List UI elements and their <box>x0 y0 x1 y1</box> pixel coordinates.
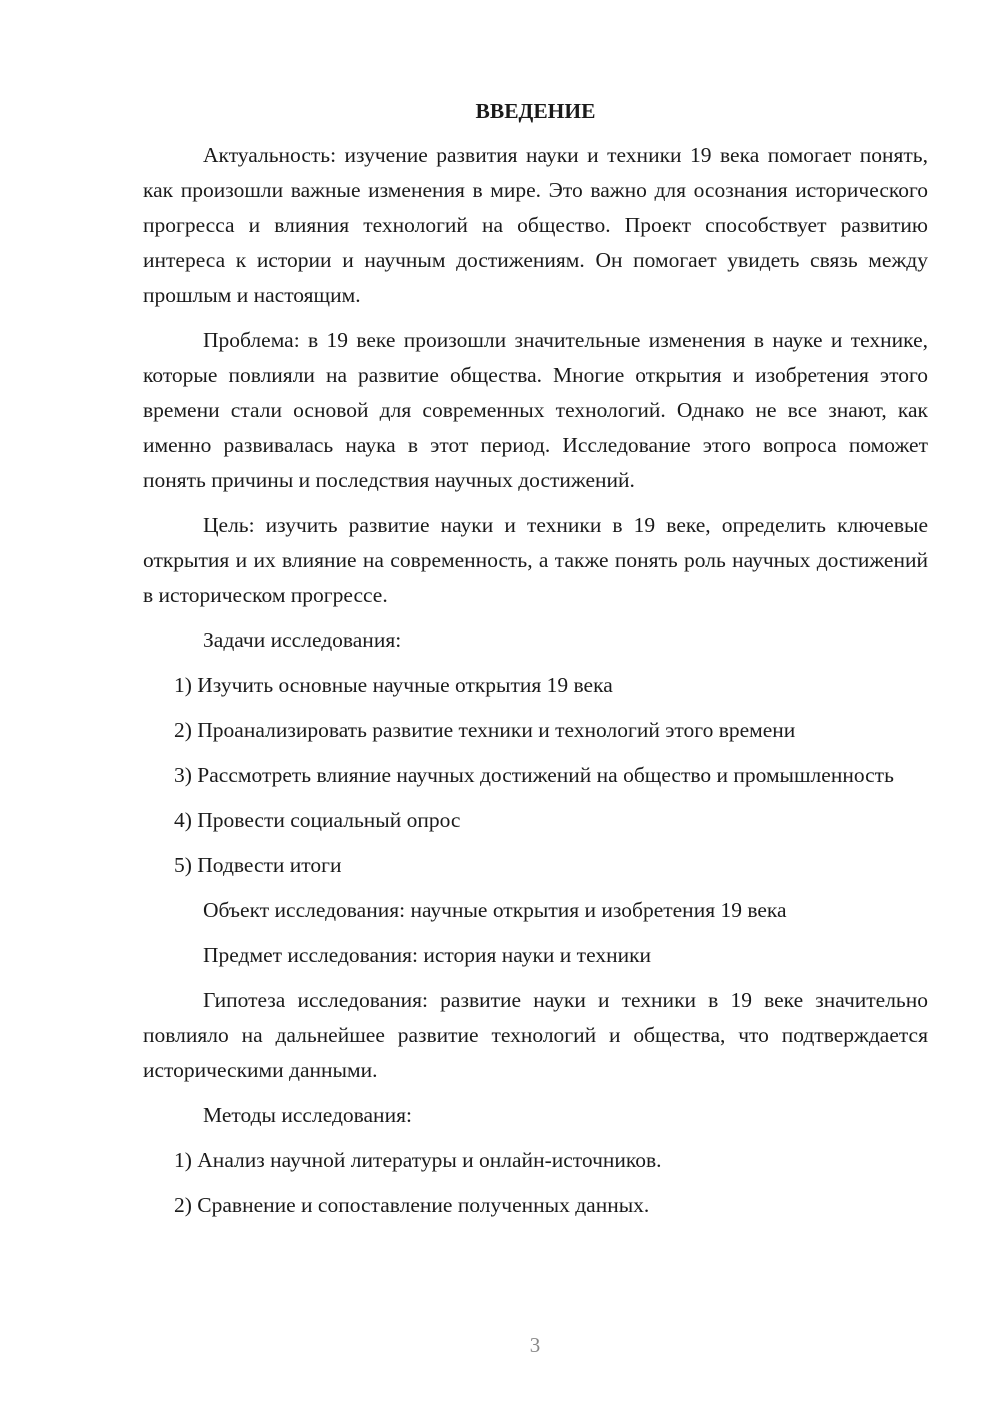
section-title: ВВЕДЕНИЕ <box>475 99 596 123</box>
method-item: 1) Анализ научной литературы и онлайн-источников. <box>174 1148 662 1172</box>
method-item: 2) Сравнение и сопоставление полученных данных. <box>174 1193 650 1217</box>
page-number: 3 <box>529 1333 541 1357</box>
relevance-paragraph: Актуальность: изучение развития науки и техники 19 века помогает понять, как произошли важные изменения в мире. Это важно для осознания исторического прогресса и влияния технологий на общество. Проект способствует развитию интереса к истории и научным достижениям. Он помогает увидеть связь между прошлым и настоящим. <box>143 143 928 307</box>
task-item: 2) Проанализировать развитие техники и технологий этого времени <box>174 718 796 742</box>
tasks-heading: Задачи исследования: <box>203 628 402 652</box>
problem-paragraph: Проблема: в 19 веке произошли значительные изменения в науке и технике, которые повлияли на развитие общества. Многие открытия и изобретения этого времени стали основой для современных технологий. Однако не все знают, как именно развивалась наука в этот период. Исследование этого вопроса поможет понять причины и последствия научных достижений. <box>143 328 928 492</box>
hypothesis-paragraph: Гипотеза исследования: развитие науки и техники в 19 веке значительно повлияло на дальнейшее развитие технологий и общества, что подтверждается историческими данными. <box>143 988 928 1082</box>
task-item: 1) Изучить основные научные открытия 19 века <box>174 673 613 697</box>
task-item: 4) Провести социальный опрос <box>174 808 461 832</box>
object-paragraph: Объект исследования: научные открытия и изобретения 19 века <box>203 898 787 922</box>
task-item: 3) Рассмотреть влияние научных достижений на общество и промышленность <box>174 763 894 787</box>
methods-heading: Методы исследования: <box>203 1103 412 1127</box>
goal-paragraph: Цель: изучить развитие науки и техники в 19 веке, определить ключевые открытия и их влияние на современность, а также понять роль научных достижений в историческом прогрессе. <box>143 513 928 607</box>
task-item: 5) Подвести итоги <box>174 853 342 877</box>
subject-paragraph: Предмет исследования: история науки и техники <box>203 943 652 967</box>
document-page <box>143 94 928 1233</box>
